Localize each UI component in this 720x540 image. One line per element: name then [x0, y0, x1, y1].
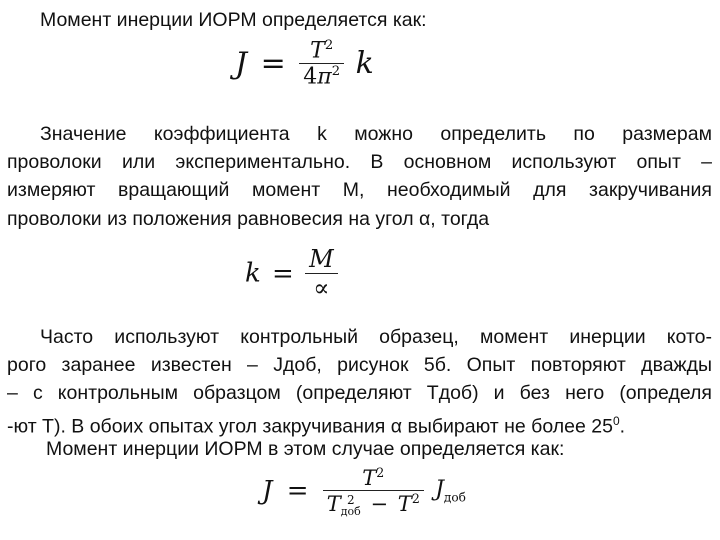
- formula2-numerator: M: [309, 245, 334, 273]
- formula-moment-of-inertia: [235, 38, 374, 90]
- p2-line4-text: проволоки из положения равновесия на угол α, тогда: [7, 208, 490, 230]
- formula2-fraction: [305, 245, 338, 302]
- formula3-denominator: [323, 491, 424, 517]
- p3-line2-text: рого заранее известен – Jдоб, рисунок 5б. Опыт повторяют дважды: [7, 354, 712, 376]
- formula3-den-minus: −: [370, 492, 389, 516]
- p2-line1: [40, 122, 712, 146]
- formula3-rhs-sub: доб: [443, 490, 466, 505]
- p2-line2: [7, 150, 712, 174]
- formula1-den-coef: 4: [303, 64, 318, 90]
- formula3-lhs: J: [262, 476, 273, 506]
- p2-line3: [7, 178, 712, 202]
- p2-line3-text: измеряют вращающий момент М, необходимый для закручивания: [7, 179, 712, 201]
- formula1-den-exp: 2: [331, 64, 341, 80]
- formula3-numerator: [323, 465, 424, 490]
- formula3-den-sub1: доб: [340, 505, 361, 518]
- formula3-rhs-var: J: [435, 477, 444, 503]
- formula1-num-exp: 2: [324, 38, 334, 53]
- formula3-den-var1: T: [326, 492, 341, 516]
- formula1-denominator: [299, 64, 344, 89]
- formula1-lhs: J: [235, 46, 248, 82]
- p3-line5: [46, 437, 564, 461]
- formula1-num-var: T: [310, 38, 325, 64]
- intro-line: [40, 8, 427, 32]
- formula1-numerator: [299, 38, 344, 63]
- p3-line3-text: – с контрольным образцом (определяют Тдоб) и без него (определя: [7, 382, 712, 404]
- p3-line5-text: Момент инерции ИОРМ в этом случае определяется как:: [46, 438, 565, 460]
- formula1-rhs: k: [355, 46, 374, 82]
- formula2-eq: =: [272, 258, 294, 289]
- p3-line4-degree: 0: [612, 414, 620, 428]
- formula1-den-var: π: [317, 64, 332, 90]
- formula-moment-with-sample: [262, 465, 466, 517]
- p3-line4-text: -ют Т). В обоих опытах угол закручивания α выбирают не более 25: [7, 415, 613, 438]
- formula2-denominator: ∝: [313, 274, 330, 302]
- p3-line4: [7, 409, 625, 439]
- formula3-num-exp: 2: [376, 465, 385, 480]
- p3-line1: [40, 325, 712, 349]
- intro-text: Момент инерции ИОРМ определяется как:: [40, 9, 427, 31]
- formula3-fraction: [323, 465, 424, 517]
- p2-line4: [7, 207, 489, 231]
- formula3-den-exp1: 2: [346, 493, 355, 507]
- formula1-fraction: [299, 38, 344, 90]
- formula3-rhs: [435, 477, 466, 505]
- p2-line2-text: проволоки или экспериментально. В основном используют опыт –: [7, 151, 712, 173]
- p3-line2: [7, 353, 712, 377]
- formula3-den-scripts1: [341, 494, 361, 517]
- formula1-eq: =: [260, 46, 286, 82]
- formula-k: [245, 245, 338, 302]
- formula3-den-exp2: 2: [411, 491, 420, 506]
- p2-line1-text: Значение коэффициента k можно определить по размерам: [40, 123, 712, 145]
- formula3-eq: =: [286, 476, 309, 506]
- formula3-num-var: T: [362, 466, 377, 490]
- formula3-den-var2: T: [397, 492, 412, 516]
- p3-line3: [7, 381, 712, 405]
- p3-line1-text: Часто используют контрольный образец, момент инерции кото-: [40, 326, 712, 348]
- formula2-lhs: k: [245, 258, 261, 289]
- p3-line4-period: .: [619, 415, 626, 438]
